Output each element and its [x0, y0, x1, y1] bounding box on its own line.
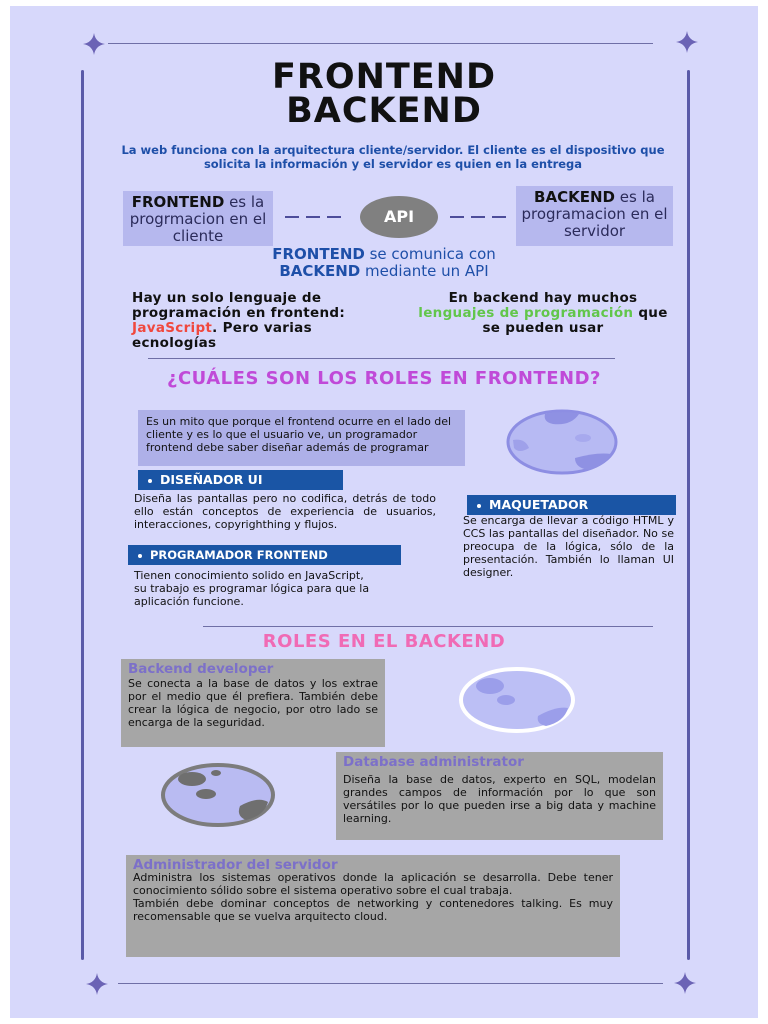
title-line-frontend: FRONTEND [271, 57, 497, 97]
bullet-icon [138, 554, 142, 558]
database-administrator-card [336, 752, 663, 840]
section-divider [148, 358, 615, 359]
frontend-myth-box: Es un mito que porque el frontend ocurre en el lado del cliente y es lo que el usuario ve, un programador frontend debe saber diseñar además de programar [138, 410, 465, 466]
bullet-icon [148, 479, 152, 483]
programmer-frontend-label [128, 545, 401, 565]
server-administrator-title: Administrador del servidor [133, 857, 338, 873]
sparkle-icon [83, 33, 105, 55]
database-administrator-text: Diseña la base de datos, experto en SQL, modelan grandes campos de información por lo que son versátiles por lo que pueden irse a big data y machine learning. [343, 773, 656, 825]
page-title [0, 57, 768, 131]
frontend-strong: FRONTEND [131, 193, 225, 211]
backend-developer-card [121, 659, 385, 747]
backend-definition-box [516, 186, 673, 246]
backend-language-text [418, 291, 668, 336]
api-bubble: API [360, 196, 438, 238]
maquetador-label-text: MAQUETADOR [489, 497, 589, 512]
database-administrator-title: Database administrator [343, 754, 524, 770]
comm-text-1: se comunica con [364, 245, 496, 263]
frontend-rest: es la progrmacion en el cliente [129, 193, 267, 245]
moon-icon [456, 666, 578, 734]
connector-dash [471, 216, 485, 218]
server-administrator-card [126, 855, 620, 957]
title-line-backend: BACKEND [286, 91, 482, 131]
sparkle-icon [86, 973, 108, 995]
right-border-line [687, 70, 690, 960]
backend-rest: es la programacion en el servidor [521, 188, 668, 240]
communication-text [200, 246, 568, 280]
programmer-frontend-label-text: PROGRAMADOR FRONTEND [150, 548, 328, 562]
backend-lang-post: que se pueden usar [482, 305, 668, 336]
backend-developer-text: Se conecta a la base de datos y los extrae por el medio que él prefiera. También debe crear la lógica de negocio, por otro lado se encarga de la seguridad. [128, 677, 378, 729]
frontend-lang-pre: Hay un solo lenguaje de programación en frontend: [132, 290, 346, 321]
frontend-roles-heading: ¿CUÁLES SON LOS ROLES EN FRONTEND? [167, 368, 601, 389]
connector-dash [492, 216, 506, 218]
bottom-divider [118, 983, 663, 984]
server-administrator-text-2: También debe dominar conceptos de networking y contenedores talking. Es muy recomensable que se vuelva arquitecto cloud. [133, 897, 613, 923]
javascript-highlight: JavaScript [132, 320, 213, 336]
backend-roles-heading: ROLES EN EL BACKEND [262, 631, 506, 652]
backend-lang-pre: En backend hay muchos [448, 290, 638, 306]
programmer-frontend-text: Tienen conocimiento solido en JavaScript, su trabajo es programar lógica para que la aplicación funcione. [134, 569, 370, 608]
server-administrator-text-1: Administra los sistemas operativos donde la aplicación se desarrolla. Debe tener conocimiento sólido sobre el sistema operativo sobre el cual trabaja. [133, 871, 613, 897]
connector-dash [306, 216, 320, 218]
backend-strong: BACKEND [534, 188, 615, 206]
comm-text-2: mediante un API [360, 262, 489, 280]
maquetador-text: Se encarga de llevar a código HTML y CCS las pantallas del diseñador. No se preocupa de la lógica, sólo de la presentación. También lo llaman UI designer. [463, 514, 674, 579]
connector-dash [327, 216, 341, 218]
designer-ui-label [138, 470, 343, 490]
designer-ui-text: Diseña las pantallas pero no codifica, detrás de todo ello están conceptos de experiencia de usuarios, interacciones, copyrighthing y flujos. [134, 492, 436, 531]
bullet-icon [477, 504, 481, 508]
connector-dash [285, 216, 299, 218]
frontend-definition-box [123, 191, 273, 246]
section-divider [203, 626, 653, 627]
intro-text: La web funciona con la arquitectura cliente/servidor. El cliente es el dispositivo que solicita la información y el servidor es quien en la entrega [121, 143, 665, 171]
planet-icon [160, 762, 276, 828]
top-divider [108, 43, 653, 44]
frontend-language-text [132, 291, 388, 351]
designer-ui-label-text: DISEÑADOR UI [160, 472, 263, 487]
maquetador-label [467, 495, 676, 515]
moon-icon [505, 408, 621, 476]
languages-highlight: lenguajes de programación [418, 305, 634, 321]
sparkle-icon [674, 972, 696, 994]
frontend-lang-post: . Pero varias ecnologías [132, 320, 312, 351]
backend-developer-title: Backend developer [128, 661, 274, 677]
comm-frontend: FRONTEND [272, 245, 365, 263]
comm-backend: BACKEND [279, 262, 361, 280]
connector-dash [450, 216, 464, 218]
sparkle-icon [676, 31, 698, 53]
left-border-line [81, 70, 84, 960]
